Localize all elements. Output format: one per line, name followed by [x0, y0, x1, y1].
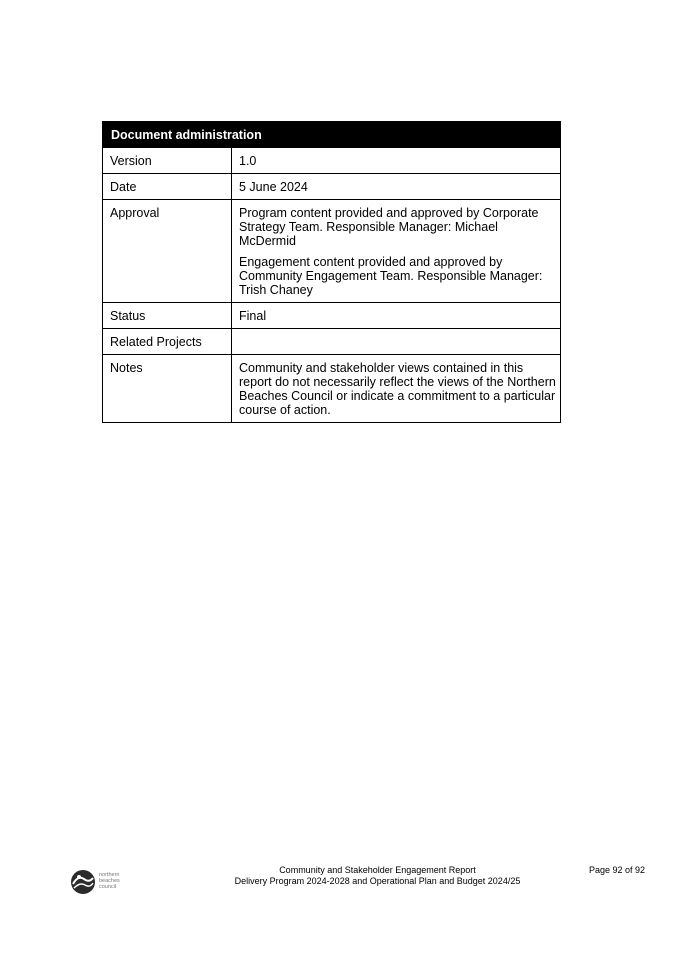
logo-wordmark — [99, 872, 120, 890]
table-row — [103, 148, 561, 174]
table-row — [103, 200, 561, 303]
footer-report-title: Community and Stakeholder Engagement Report — [279, 865, 476, 875]
row-value-notes: Community and stakeholder views contained in this report do not necessarily reflect the views of the Northern Beaches Council or indicate a commitment to a particular course of action. — [232, 355, 561, 423]
row-value-status: Final — [232, 303, 561, 329]
table-row — [103, 329, 561, 355]
logo-word-northern: northern — [99, 872, 120, 878]
table-row — [103, 355, 561, 423]
row-value-approval — [232, 200, 561, 303]
row-label-notes: Notes — [103, 355, 232, 423]
table-row — [103, 303, 561, 329]
approval-program-text: Program content provided and approved by Corporate Strategy Team. Responsible Manager: Michael McDermid — [239, 206, 539, 248]
logo-word-beaches: beaches — [99, 878, 120, 884]
table-row — [103, 174, 561, 200]
council-logo — [70, 867, 130, 897]
table-header: Document administration — [103, 122, 561, 148]
row-label-status: Status — [103, 303, 232, 329]
document-administration-table — [102, 121, 561, 423]
page-number: Page 92 of 92 — [588, 865, 645, 875]
footer-report-subtitle: Delivery Program 2024-2028 and Operational Plan and Budget 2024/25 — [234, 876, 521, 886]
row-label-date: Date — [103, 174, 232, 200]
row-value-version: 1.0 — [232, 148, 561, 174]
logo-word-council: council — [99, 884, 117, 890]
wave-logo-icon — [70, 869, 96, 895]
row-label-approval: Approval — [103, 200, 232, 303]
row-value-date: 5 June 2024 — [232, 174, 561, 200]
approval-engagement-text: Engagement content provided and approved by Community Engagement Team. Responsible Manager: Trish Chaney — [239, 255, 543, 297]
row-label-version: Version — [103, 148, 232, 174]
row-value-related-projects — [232, 329, 561, 355]
row-label-related-projects: Related Projects — [103, 329, 232, 355]
footer-report-info — [200, 865, 555, 887]
